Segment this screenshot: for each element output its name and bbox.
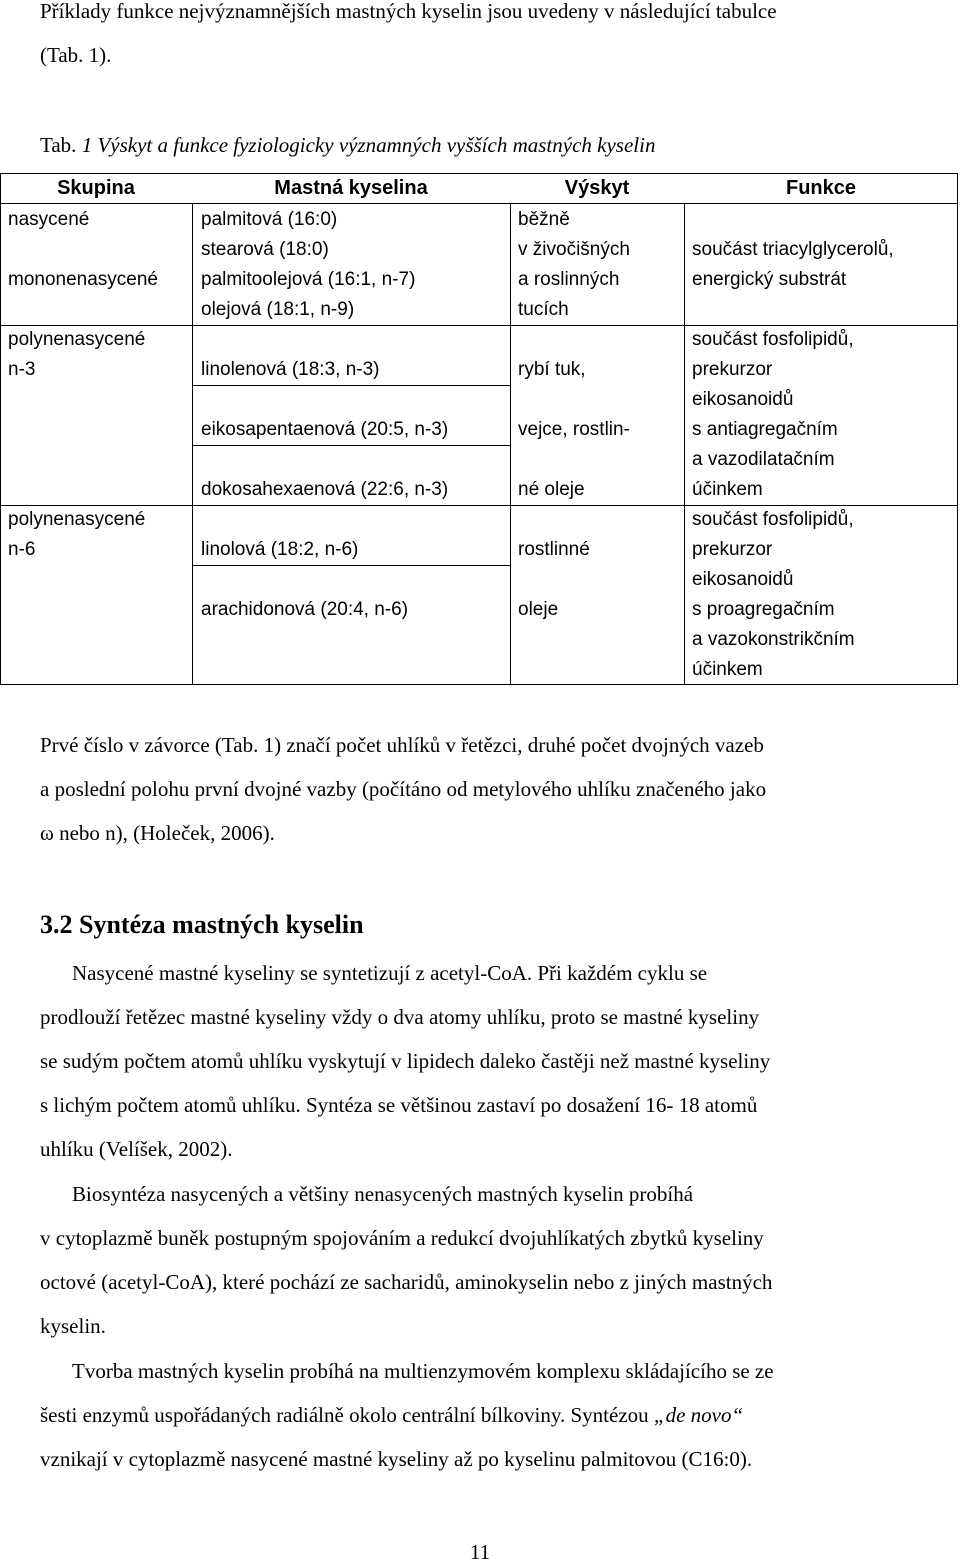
table-acid-divider: [192, 445, 510, 446]
acid-linolenova: linolenová (18:3, n-3): [201, 359, 380, 380]
function-n6-line: a vazokonstrikčním: [692, 629, 855, 650]
group-n3-line2: n-3: [8, 359, 36, 380]
group-n6-line2: n-6: [8, 539, 36, 560]
function-n6-line: s proagregačním: [692, 599, 835, 620]
note-line-2: a poslední polohu první dvojné vazby (počítáno od metylového uhlíku značeného jako: [40, 777, 767, 801]
acid-eikosapentaenova: eikosapentaenová (20:5, n-3): [201, 419, 449, 440]
group-n6-line1: polynenasycené: [8, 509, 146, 530]
table-col-divider: [510, 203, 511, 685]
paragraph-line: uhlíku (Velíšek, 2002).: [40, 1137, 233, 1161]
group-nasycene: nasycené: [8, 209, 90, 230]
paragraph-line: prodlouží řetězec mastné kyseliny vždy o dva atomy uhlíku, proto se mastné kyseliny: [40, 1005, 760, 1029]
table-header-divider: [0, 203, 958, 204]
acid-olejova: olejová (18:1, n-9): [201, 299, 355, 320]
occurrence-n3-line: rybí tuk,: [518, 359, 586, 380]
acid-stearova: stearová (18:0): [201, 239, 329, 260]
paragraph-line: Nasycené mastné kyseliny se syntetizují z acetyl-CoA. Při každém cyklu se: [72, 961, 708, 985]
header-funkce: Funkce: [785, 177, 857, 199]
paragraph-line: se sudým počtem atomů uhlíku vyskytují v lipidech daleko častěji než mastné kyseliny: [40, 1049, 771, 1073]
occurrence-sat-line: běžně: [518, 209, 570, 230]
table-acid-divider: [192, 385, 510, 386]
de-novo-term: „de novo“: [653, 1403, 744, 1427]
occurrence-sat-line: a roslinných: [518, 269, 620, 290]
table-border-left: [0, 173, 1, 685]
acid-palmitova: palmitová (16:0): [201, 209, 338, 230]
header-mastna-kyselina: Mastná kyselina: [274, 177, 428, 199]
acid-dokosahexaenova: dokosahexaenová (22:6, n-3): [201, 479, 449, 500]
group-mononenasycene: mononenasycené: [8, 269, 158, 290]
table-caption-label: Tab.: [40, 133, 77, 157]
occurrence-sat-line: tucích: [518, 299, 569, 320]
header-skupina: Skupina: [57, 177, 135, 199]
table-border-right: [957, 173, 958, 685]
function-n3-line: eikosanoidů: [692, 389, 794, 410]
function-n3-line: a vazodilatačním: [692, 449, 835, 470]
function-n6-line: eikosanoidů: [692, 569, 794, 590]
intro-line-1: Příklady funkce nejvýznamnějších mastných kyselin jsou uvedeny v následující tabulce: [40, 0, 777, 23]
paragraph-line: Tvorba mastných kyselin probíhá na multienzymovém komplexu skládajícího se ze: [72, 1359, 774, 1383]
acid-palmitoolejova: palmitoolejová (16:1, n-7): [201, 269, 416, 290]
fatty-acid-table: [0, 173, 958, 685]
intro-line-2: (Tab. 1).: [40, 43, 112, 67]
paragraph-line: s lichým počtem atomů uhlíku. Syntéza se většinou zastaví po dosažení 16- 18 atomů: [40, 1093, 758, 1117]
paragraph-line: Biosyntéza nasycených a většiny nenasycených mastných kyselin probíhá: [72, 1182, 694, 1206]
paragraph-line: kyselin.: [40, 1314, 106, 1338]
function-n3-line: účinkem: [692, 479, 763, 500]
function-n3-line: s antiagregačním: [692, 419, 838, 440]
occurrence-sat-line: v živočišných: [518, 239, 630, 260]
occurrence-n3-line: vejce, rostlin-: [518, 419, 630, 440]
paragraph-text: šesti enzymů uspořádaných radiálně okolo centrální bílkoviny. Syntézou: [40, 1403, 654, 1427]
acid-linolova: linolová (18:2, n-6): [201, 539, 359, 560]
paragraph-line: octové (acetyl-CoA), které pochází ze sacharidů, aminokyselin nebo z jiných mastných: [40, 1270, 773, 1294]
table-border-bottom: [0, 684, 958, 685]
paragraph-line: vznikají v cytoplazmě nasycené mastné kyseliny až po kyselinu palmitovou (C16:0).: [40, 1447, 753, 1471]
function-n6-line: účinkem: [692, 659, 763, 680]
page-number: 11: [469, 1540, 491, 1564]
note-line-1: Prvé číslo v závorce (Tab. 1) značí počet uhlíků v řetězci, druhé počet dvojných vazeb: [40, 733, 764, 757]
function-n6-line: součást fosfolipidů,: [692, 509, 854, 530]
paragraph-line: v cytoplazmě buněk postupným spojováním a redukcí dvojuhlíkatých zbytků kyseliny: [40, 1226, 764, 1250]
section-heading: 3.2 Syntéza mastných kyselin: [40, 910, 364, 939]
function-n6-line: prekurzor: [692, 539, 773, 560]
paragraph-line: [40, 1404, 743, 1426]
occurrence-n3-line: né oleje: [518, 479, 585, 500]
group-n3-line1: polynenasycené: [8, 329, 146, 350]
note-line-3: ω nebo n), (Holeček, 2006).: [40, 821, 275, 845]
occurrence-n6-line: rostlinné: [518, 539, 590, 560]
function-n3-line: součást fosfolipidů,: [692, 329, 854, 350]
function-sat-line: energický substrát: [692, 269, 847, 290]
acid-arachidonova: arachidonová (20:4, n-6): [201, 599, 409, 620]
table-caption-text: 1 Výskyt a funkce fyziologicky významných vyšších mastných kyselin: [81, 133, 656, 157]
table-acid-divider: [192, 565, 510, 566]
header-vyskyt: Výskyt: [564, 177, 630, 199]
function-sat-line: součást triacylglycerolů,: [692, 239, 894, 260]
occurrence-n6-line: oleje: [518, 599, 559, 620]
table-caption: [40, 133, 655, 158]
table-col-divider: [192, 203, 193, 685]
table-col-divider: [684, 203, 685, 685]
function-n3-line: prekurzor: [692, 359, 773, 380]
